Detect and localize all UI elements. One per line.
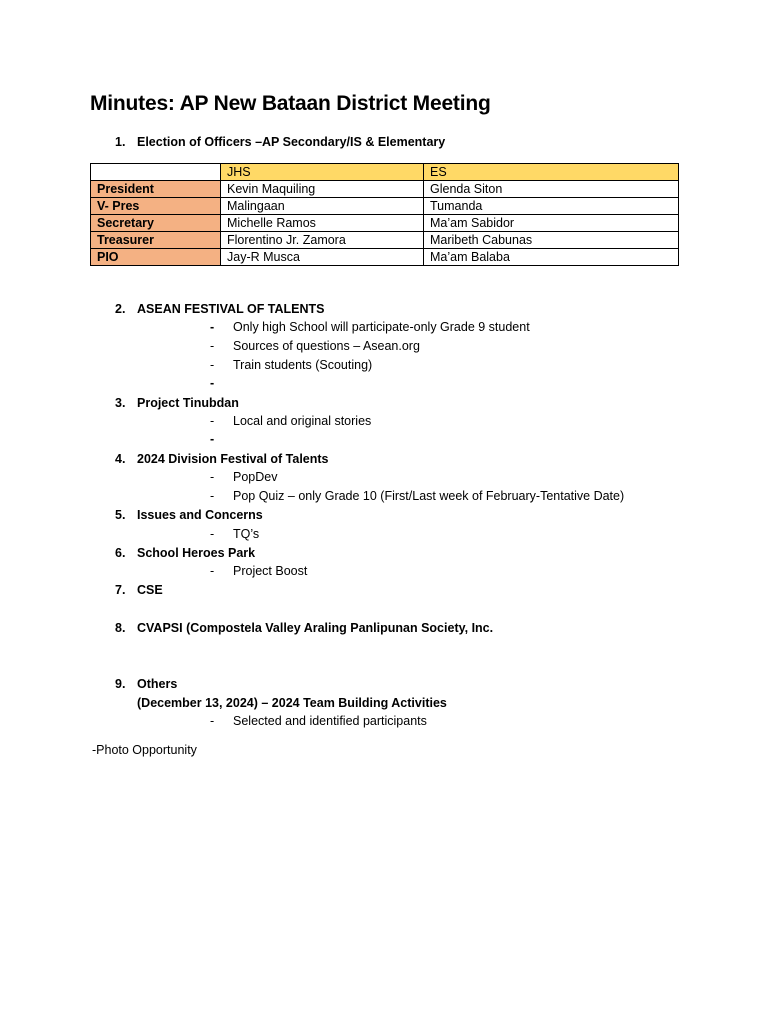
section-title: School Heroes Park — [137, 546, 256, 560]
table-row — [91, 198, 679, 215]
jhs-cell: Michelle Ramos — [221, 215, 424, 232]
jhs-cell: Kevin Maquiling — [221, 181, 424, 198]
list-item — [210, 376, 233, 390]
section-heading-issues — [115, 508, 263, 522]
page-title: Minutes: AP New Bataan District Meeting — [90, 92, 491, 115]
list-item — [210, 414, 371, 428]
section-title: Others — [137, 677, 178, 691]
role-cell: Treasurer — [91, 232, 221, 249]
bullet-text: Pop Quiz – only Grade 10 (First/Last week of February-Tentative Date) — [233, 489, 625, 503]
list-item — [210, 358, 372, 372]
table-row — [91, 232, 679, 249]
section-heading-asean — [115, 302, 325, 316]
bullet-dash: - — [210, 414, 215, 428]
bullet-text: Only high School will participate-only Grade 9 student — [233, 320, 530, 334]
section-number: 2. — [115, 302, 126, 316]
es-cell: Tumanda — [424, 198, 679, 215]
bullet-dash: - — [210, 432, 215, 446]
jhs-cell: Florentino Jr. Zamora — [221, 232, 424, 249]
section-title: CSE — [137, 583, 163, 597]
bullet-text: Sources of questions – Asean.org — [233, 339, 420, 353]
bullet-text: TQ’s — [233, 527, 260, 541]
section-heading-cvapsi — [115, 621, 493, 635]
bullet-dash: - — [210, 339, 215, 353]
list-item — [210, 470, 277, 484]
section-heading-cse — [115, 583, 163, 597]
list-item — [210, 714, 427, 728]
section-title: ASEAN FESTIVAL OF TALENTS — [137, 302, 325, 316]
role-cell: Secretary — [91, 215, 221, 232]
header-cell-es: ES — [424, 164, 679, 181]
footer-note: -Photo Opportunity — [92, 743, 197, 757]
es-cell: Ma’am Balaba — [424, 249, 679, 266]
section-number: 4. — [115, 452, 126, 466]
section-heading-others — [115, 677, 177, 691]
bullet-text: Local and original stories — [233, 414, 372, 428]
section-heading-election — [115, 135, 445, 149]
table-row — [91, 215, 679, 232]
table-row — [91, 249, 679, 266]
bullet-dash: - — [210, 564, 215, 578]
list-item — [210, 320, 530, 334]
section-title: Project Tinubdan — [137, 396, 239, 410]
bullet-text: Train students (Scouting) — [233, 358, 373, 372]
bullet-dash: - — [210, 320, 215, 334]
list-item — [210, 564, 307, 578]
bullet-dash: - — [210, 470, 215, 484]
bullet-text: PopDev — [233, 470, 278, 484]
section-title: Issues and Concerns — [137, 508, 263, 522]
section-title: Election of Officers –AP Secondary/IS & Elementary — [137, 135, 446, 149]
jhs-cell: Malingaan — [221, 198, 424, 215]
es-cell: Ma’am Sabidor — [424, 215, 679, 232]
bullet-text: Project Boost — [233, 564, 308, 578]
header-cell-jhs: JHS — [221, 164, 424, 181]
role-cell: V- Pres — [91, 198, 221, 215]
bullet-dash: - — [210, 489, 215, 503]
jhs-cell: Jay-R Musca — [221, 249, 424, 266]
list-item — [210, 527, 259, 541]
section-number: 9. — [115, 677, 126, 691]
bullet-dash: - — [210, 376, 215, 390]
section-number: 7. — [115, 583, 126, 597]
es-cell: Glenda Siton — [424, 181, 679, 198]
section-number: 1. — [115, 135, 126, 149]
section-number: 3. — [115, 396, 126, 410]
section-title: 2024 Division Festival of Talents — [137, 452, 329, 466]
table-header-row — [91, 164, 679, 181]
list-item — [210, 489, 624, 503]
section-heading-tinubdan — [115, 396, 239, 410]
others-subheading: (December 13, 2024) – 2024 Team Building Activities — [137, 696, 447, 710]
header-cell-empty — [91, 164, 221, 181]
bullet-dash: - — [210, 714, 215, 728]
section-number: 8. — [115, 621, 126, 635]
section-number: 5. — [115, 508, 126, 522]
es-cell: Maribeth Cabunas — [424, 232, 679, 249]
role-cell: PIO — [91, 249, 221, 266]
section-heading-division-festival — [115, 452, 329, 466]
list-item — [210, 432, 233, 446]
officers-table — [90, 163, 679, 266]
section-title: CVAPSI (Compostela Valley Araling Panlipunan Society, Inc. — [137, 621, 494, 635]
table-row — [91, 181, 679, 198]
list-item — [210, 339, 420, 353]
role-cell: President — [91, 181, 221, 198]
bullet-text: Selected and identified participants — [233, 714, 427, 728]
section-number: 6. — [115, 546, 126, 560]
section-heading-heroes-park — [115, 546, 255, 560]
bullet-dash: - — [210, 527, 215, 541]
bullet-dash: - — [210, 358, 215, 372]
